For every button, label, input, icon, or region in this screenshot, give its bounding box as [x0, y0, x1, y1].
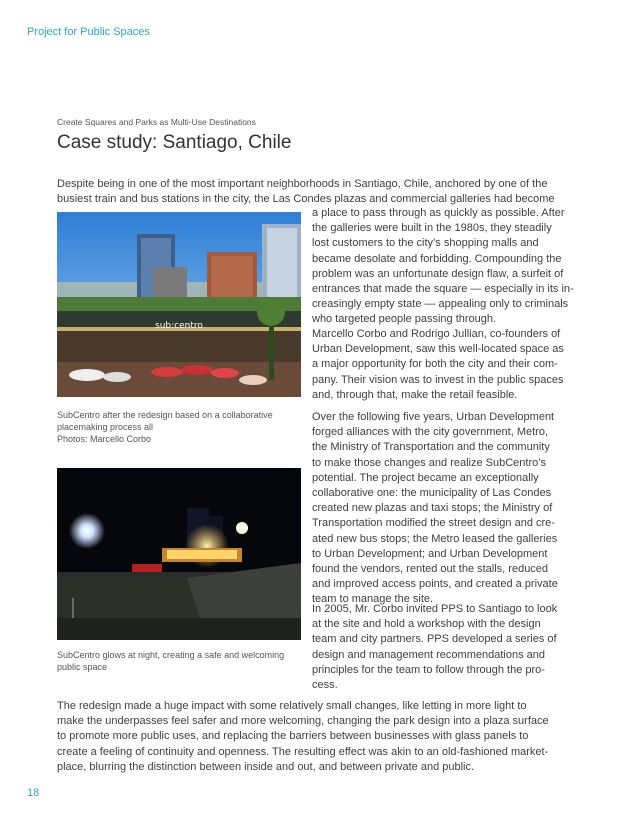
- closing-paragraph: [57, 699, 549, 775]
- body-paragraph-4: [312, 602, 557, 693]
- text-line: the Ministry of Transportation and the community: [312, 441, 550, 454]
- body-paragraph-3: [312, 410, 558, 608]
- caption-line: SubCentro glows at night, creating a safe and welcoming: [57, 650, 285, 660]
- text-line: ated new bus stops; the Metro leased the galleries: [312, 532, 558, 545]
- text-line: design and management recommendations and: [312, 648, 545, 661]
- text-line: Transportation modified the street design and cre-: [312, 517, 555, 530]
- section-label: Create Squares and Parks as Multi-Use Destinations: [57, 117, 256, 127]
- body-paragraph-2: [312, 327, 564, 403]
- publication-header: Project for Public Spaces: [27, 26, 150, 38]
- text-line: found the vendors, rented out the stalls, reduced: [312, 563, 549, 576]
- text-line: Urban Development, saw this well-located space as: [312, 343, 564, 356]
- text-line: a major opportunity for both the city and their com-: [312, 358, 558, 371]
- text-line: problem was an unfortunate design flaw, a surfeit of: [312, 267, 564, 280]
- text-line: at the site and hold a workshop with the design: [312, 618, 541, 631]
- page-number: 18: [27, 787, 40, 799]
- text-line: team to manage the site.: [312, 593, 434, 606]
- text-line: forged alliances with the city government, Metro,: [312, 426, 549, 439]
- caption-line: placemaking process all: [57, 422, 154, 432]
- intro-paragraph: [57, 177, 555, 207]
- text-line: creasingly empty state — appealing only to criminals: [312, 298, 569, 311]
- text-line: cess.: [312, 679, 338, 692]
- text-line: the galleries were built in the 1980s, they steadily: [312, 222, 552, 235]
- text-line: The redesign made a huge impact with some relatively small changes, like letting in more light to: [57, 700, 527, 712]
- photo-caption-day: [57, 409, 273, 445]
- text-line: who targeted people passing through.: [312, 313, 497, 326]
- text-line: collaborative one: the municipality of Las Condes: [312, 487, 552, 500]
- photo-caption-night: [57, 649, 284, 673]
- photo-sign-text: sub:centro: [155, 321, 203, 331]
- text-line: to make those changes and realize SubCentro’s: [312, 456, 546, 469]
- text-line: place, blurring the distinction between inside and out, and between private and public.: [57, 760, 475, 773]
- text-line: to Urban Development; and Urban Development: [312, 547, 548, 560]
- text-line: Marcello Corbo and Rodrigo Jullian, co-founders of: [312, 328, 561, 340]
- text-line: Over the following five years, Urban Development: [312, 411, 555, 423]
- text-line: Despite being in one of the most important neighborhoods in Santiago, Chile, anchored by one of the: [57, 178, 548, 190]
- caption-line: public space: [57, 662, 108, 672]
- text-line: became desolate and forbidding. Compounding the: [312, 252, 562, 265]
- caption-line: SubCentro after the redesign based on a collaborative: [57, 410, 273, 420]
- nighttime-photo: [57, 468, 301, 640]
- text-line: and improved access points, and created a private: [312, 578, 558, 591]
- text-line: created new plazas and taxi stops; the Ministry of: [312, 502, 553, 515]
- text-line: team and city partners. PPS developed a series of: [312, 633, 557, 646]
- text-line: lost customers to the city’s shopping malls and: [312, 237, 539, 250]
- text-line: principles for the team to follow through the pro-: [312, 663, 545, 676]
- text-line: make the underpasses feel safer and more welcoming, changing the park design into a plaza surface: [57, 715, 549, 728]
- caption-line: Photos: Marcello Corbo: [57, 434, 152, 444]
- text-line: entrances that made the square — especially in its in-: [312, 283, 574, 296]
- text-line: pany. Their vision was to invest in the public spaces: [312, 373, 564, 386]
- text-line: a place to pass through as quickly as possible. After: [312, 207, 565, 219]
- text-line: create a feeling of continuity and openness. The resulting effect was akin to an old-fashioned market-: [57, 745, 549, 758]
- text-line: and, through that, make the retail feasible.: [312, 388, 518, 401]
- text-line: to promote more public uses, and replacing the barriers between businesses with glass panels to: [57, 730, 529, 743]
- body-paragraph-1: [312, 206, 574, 328]
- text-line: potential. The project became an exceptionally: [312, 471, 539, 484]
- page-title: Case study: Santiago, Chile: [57, 132, 292, 153]
- daytime-photo: [57, 212, 301, 397]
- text-line: busiest train and bus stations in the city, the Las Condes plazas and commercial galleries had become: [57, 193, 555, 206]
- text-line: In 2005, Mr. Corbo invited PPS to Santiago to look: [312, 603, 558, 615]
